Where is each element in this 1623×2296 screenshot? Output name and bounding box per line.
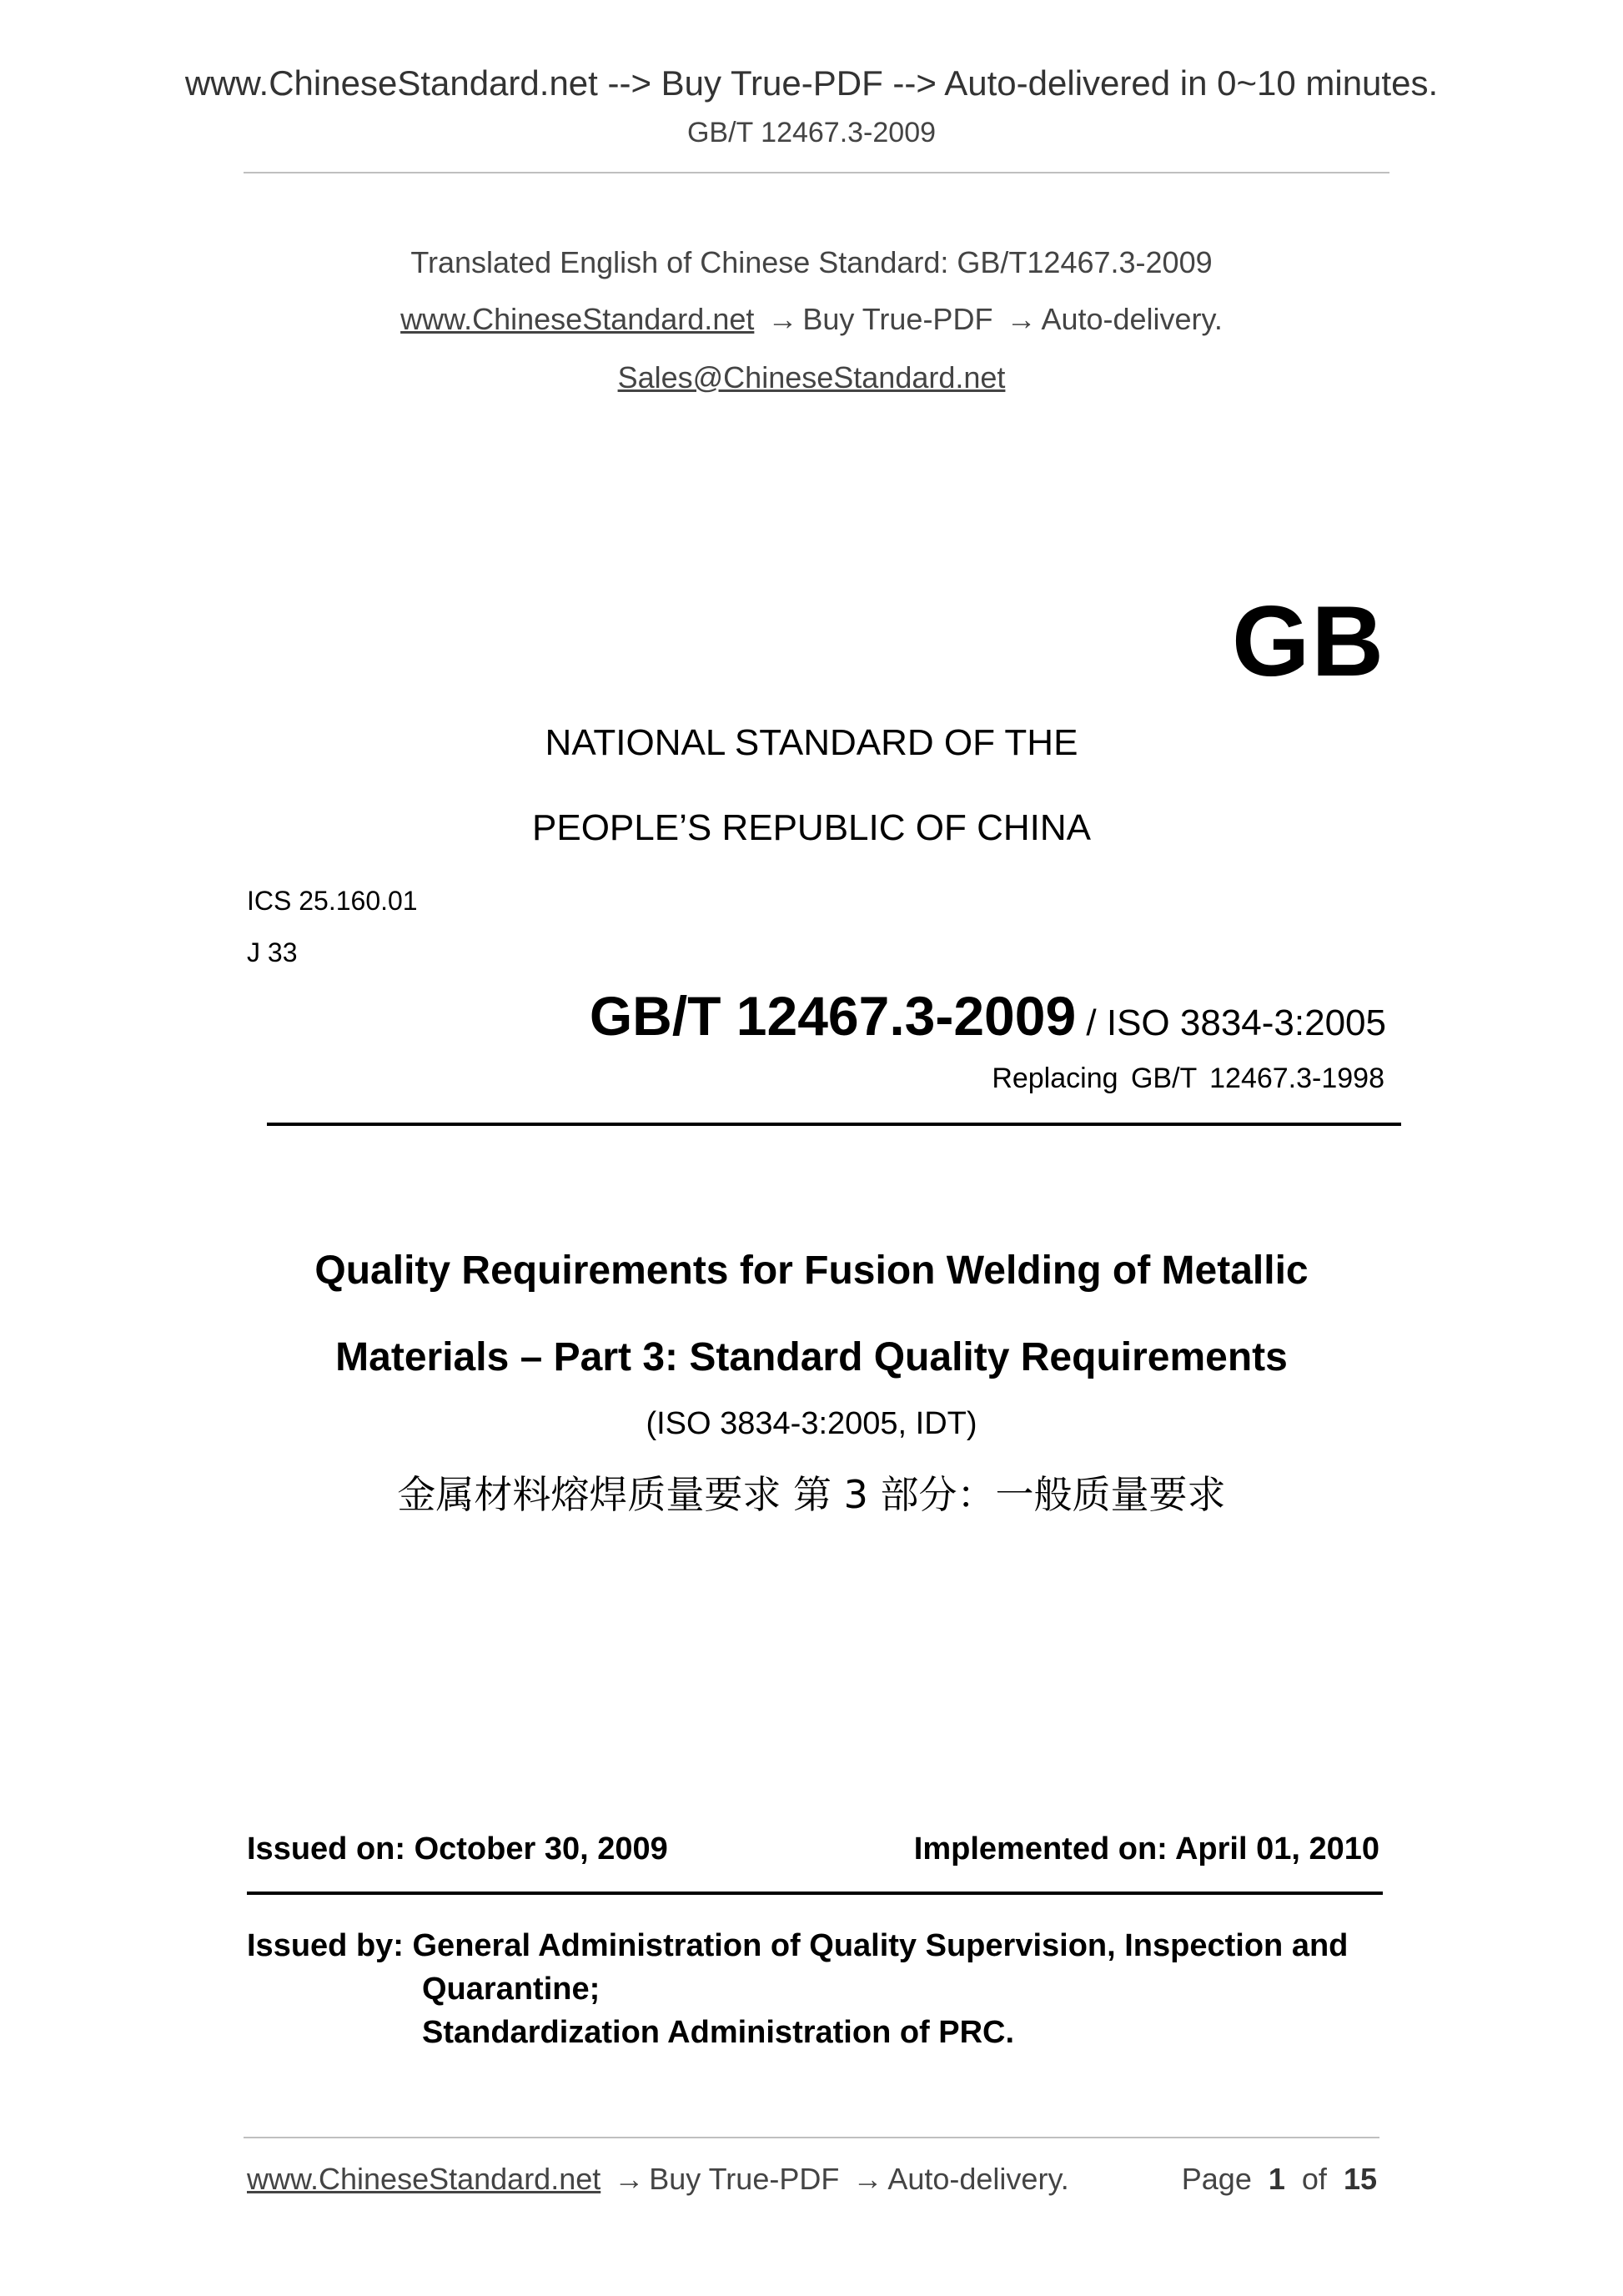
cover-divider <box>267 1123 1401 1126</box>
implemented-date: Implemented on: April 01, 2010 <box>913 1831 1379 1866</box>
site-link[interactable]: www.ChineseStandard.net <box>400 302 755 336</box>
page-indicator <box>1182 2162 1377 2197</box>
buy-text: Buy True-PDF <box>802 302 993 336</box>
footer-divider <box>244 2137 1379 2138</box>
idt-note: (ISO 3834-3:2005, IDT) <box>646 1406 977 1441</box>
sales-email-link[interactable]: Sales@ChineseStandard.net <box>617 360 1006 394</box>
page-total: 15 <box>1343 2162 1377 2196</box>
right-arrow-icon: → <box>767 302 798 336</box>
right-arrow-icon: → <box>1006 302 1037 336</box>
dates-divider <box>247 1892 1383 1895</box>
ccs-code: J 33 <box>247 937 298 967</box>
standard-number-main: GB/T 12467.3-2009 <box>589 985 1077 1047</box>
footer-site-link[interactable]: www.ChineseStandard.net <box>247 2162 601 2196</box>
footer-buy-text: Buy True-PDF <box>649 2162 840 2196</box>
gb-mark: GB <box>1232 585 1385 697</box>
right-arrow-icon: → <box>614 2162 645 2196</box>
page-label: Page <box>1181 2162 1252 2196</box>
national-standard-line2: PEOPLE’S REPUBLIC OF CHINA <box>532 807 1091 848</box>
promo-line <box>0 302 1623 337</box>
header-standard-number: GB/T 12467.3-2009 <box>686 117 937 148</box>
issued-date: Issued on: October 30, 2009 <box>247 1831 668 1866</box>
ics-code: ICS 25.160.01 <box>247 886 418 916</box>
issued-by-line3: Standardization Administration of PRC. <box>422 2015 1015 2050</box>
translated-notice: Translated English of Chinese Standard: GB/T12467.3-2009 <box>410 245 1213 279</box>
auto-text: Auto-delivery. <box>1041 302 1223 336</box>
standard-number <box>590 984 1386 1048</box>
page-current: 1 <box>1268 2162 1285 2196</box>
header-divider <box>244 172 1389 173</box>
of-label: of <box>1301 2162 1327 2196</box>
national-standard-line1: NATIONAL STANDARD OF THE <box>545 722 1078 763</box>
iso-equivalent: / ISO 3834-3:2005 <box>1076 1002 1386 1043</box>
title-line1: Quality Requirements for Fusion Welding of Metallic <box>314 1248 1309 1293</box>
sales-email-line <box>0 360 1623 395</box>
right-arrow-icon: → <box>852 2162 883 2196</box>
footer-promo <box>247 2162 1069 2197</box>
title-line2: Materials – Part 3: Standard Quality Requirements <box>335 1335 1288 1379</box>
top-banner: www.ChineseStandard.net --> Buy True-PDF --> Auto-delivered in 0~10 minutes. <box>184 63 1439 103</box>
issued-by-line2: Quarantine; <box>422 1972 600 2007</box>
footer-auto-text: Auto-delivery. <box>887 2162 1069 2196</box>
replacing-note: Replacing GB/T 12467.3-1998 <box>992 1063 1384 1094</box>
chinese-title: 金属材料熔焊质量要求 第 3 部分：一般质量要求 <box>397 1472 1226 1517</box>
issued-by-line1: Issued by: General Administration of Quality Supervision, Inspection and <box>247 1928 1349 1963</box>
